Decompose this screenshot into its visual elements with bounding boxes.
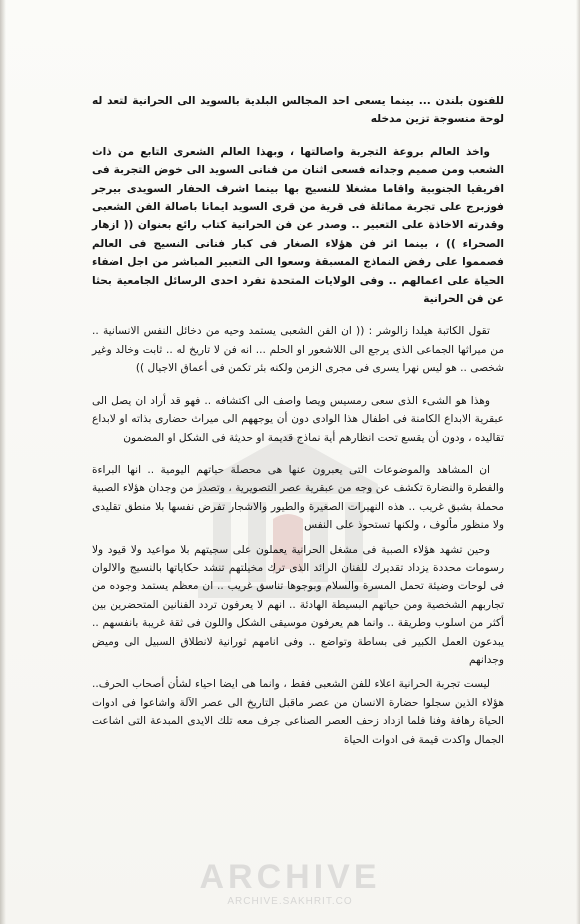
paragraph-5: ان المشاهد والموضوعات التى يعبرون عنها هى محصلة حياتهم اليومية .. انها البراءة والفطرة والنضارة تكشف عن وجه من عبقرية عصر التصويرية ، وتصدر من وجدان هؤلاء الصبية محملة بشبق غريب .. هذه النهيرات الصغيرة والطيور والاشجار تفرض نفسها بلا منطق تقليدى ولا منظور مألوف ، ولكنها تستحوذ على النفس	[92, 463, 504, 532]
article-body	[92, 92, 504, 755]
paragraph-3: تقول الكاتبة هيلدا زالوشر : (( ان الفن الشعبى يستمد وحيه من دخائل النفس الانسانية .. من ميراثها الجماعى الذى يرجع الى اللاشعور او الحلم ... انه فن لا تاريخ له .. ثابت وخالد وغير شخصى .. هو ليس نهرا يسرى فى مجرى الزمن ولكنه بئر تكمن فى أعماق الاجيال ))	[92, 325, 504, 375]
paragraph-1: للفنون بلندن ... بينما يسعى احد المجالس البلدية بالسويد الى الحرانية لتعد له لوحة منسوجة تزين مدخله	[92, 95, 504, 126]
scan-shadow-right	[576, 0, 580, 924]
paragraph-6: وحين تشهد هؤلاء الصبية فى مشغل الحرانية يعملون على سجيتهم بلا مواعيد ولا قيود ولا رسومات محددة يزداد تقديرك للفنان الرائد الذى ترك مخيلتهم تنشد حكاياتها بالنسيج والالوان فى لوحات وضيئة تحمل المسرة والسلام وبوجوها تناسق غريب .. ان معظم يستمد وجوده من تجاربهم الشخصية ومن حياتهم البسيطة الهادئة .. انهم لا يعرفون تردد الفنانين المتحضرين بين أكثر من اسلوب وطريقة .. وانما هم يعرفون موسيقى الشكل واللون فى ثقة غريبة بانفسهم .. يبدعون العمل الكبير فى بساطة وتواضع .. وفى انامهم ثورانية لانطلاق السبيل الى وميض وجدانهم	[92, 543, 504, 666]
paragraph-4: وهذا هو الشىء الذى سعى رمسيس ويصا واصف الى اكتشافه .. فهو قد أراد ان يصل الى عبقرية الابداع الكامنة فى اطفال هذا الوادى دون أن يوجههم الى ميراث حضارى بذاته او لابداع تقاليده ، ودون أن يقسع تحت انظارهم أية نماذج قديمة او حديثة فى الشكل او المضمون	[92, 394, 504, 444]
paragraph-2: واخذ العالم بروعة التجربة واصالتها ، وبهذا العالم الشعرى التابع من ذات الشعب ومن صميم وجدانه فسعى اثنان من فنانى السويد الى خوض التجربة فى افريقيا الجنوبية واقاما مشغلا للنسيج بها بينما اشرف الحفار السويدى بيرجر فوزبرج على تجربة مماثلة فى قرية من قرى السويد ايمانا باصالة الفن الشعبى وقدرته الاخاذة على التعبير .. وصدر عن فن الحرانية كتاب رائع بعنوان (( ازهار الصحراء )) ، بينما اثر فن هؤلاء الصغار فى كبار فنانى النسيج فى العالم فصمموا على رفض النماذج المسبقة وسعوا الى التعبير المباشر من اجل اضفاء الحياة على اعمالهم .. وفى الولايات المتحدة تفرد احدى الرسائل الجامعية بحثا عن فن الحرانية	[92, 145, 504, 306]
scan-shadow-left	[0, 0, 6, 924]
watermark-text: ARCHIVE	[199, 858, 381, 896]
paragraph-7: ليست تجربة الحرانية اعلاء للفن الشعبى فقط ، وانما هى ايضا احياء لشأن أصحاب الحرف.. هؤلاء الذين سجلوا حضارة الانسان من عصر ماقبل التاريخ الى عصر الآلة واشاعوا فى ادوات الحياة رهافة وفنا فلما ازداد زحف العصر الصناعى جرف معه تلك الايدى المبدعة التى اشاعت الجمال واكدت قيمة فى ادوات الحياة	[92, 678, 504, 746]
watermark-subtext: ARCHIVE.SAKHRIT.CO	[227, 896, 353, 907]
